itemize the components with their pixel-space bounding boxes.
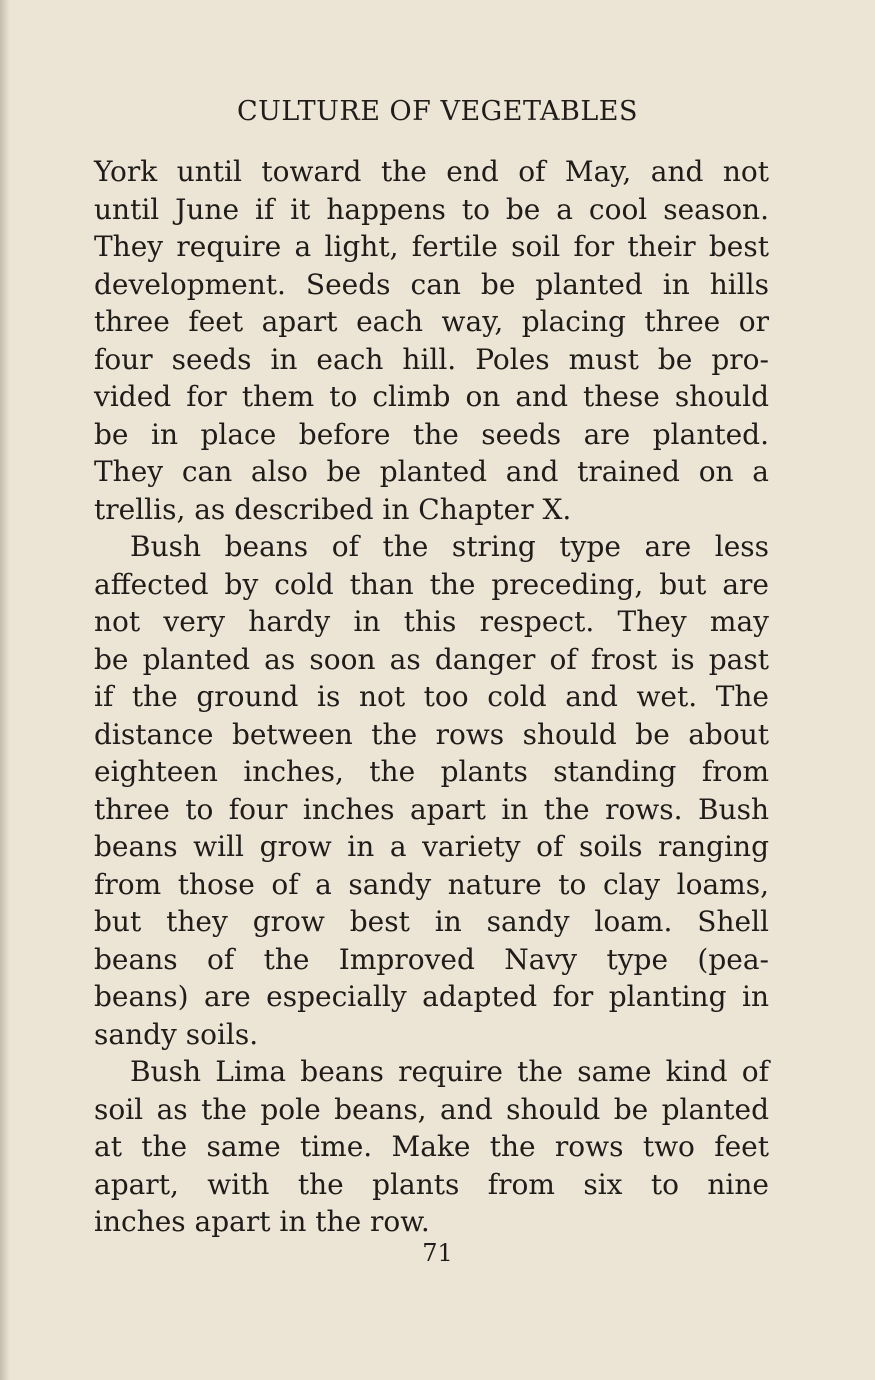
text-line: but they grow best in sandy loam. Shell — [94, 905, 769, 938]
text-line: be in place before the seeds are planted. — [94, 417, 769, 451]
text-line: sandy soils. — [94, 1017, 259, 1051]
text-line: vided for them to climb on and these should — [94, 380, 769, 413]
text-line: soil as the pole beans, and should be planted — [94, 1092, 769, 1126]
text-line: until June if it happens to be a cool season. — [94, 192, 769, 226]
text-line: York until toward the end of May, and not — [94, 155, 769, 188]
text-line: Bush beans of the string type are less — [130, 530, 769, 563]
text-line: affected by cold than the preceding, but are — [94, 567, 769, 601]
text-line: from those of a sandy nature to clay loams, — [94, 867, 769, 901]
text-line: beans) are especially adapted for planting in — [94, 980, 769, 1013]
text-line: development. Seeds can be planted in hills — [94, 267, 769, 301]
spine-shadow — [0, 0, 10, 1380]
text-line: beans will grow in a variety of soils ranging — [94, 830, 769, 863]
text-line: apart, with the plants from six to nine — [94, 1167, 769, 1201]
text-line: not very hardy in this respect. They may — [94, 605, 769, 638]
text-line: trellis, as described in Chapter X. — [94, 492, 572, 526]
text-line: They can also be planted and trained on a — [94, 455, 769, 488]
text-line: three feet apart each way, placing three or — [94, 305, 769, 338]
text-line: if the ground is not too cold and wet. The — [94, 680, 769, 713]
running-head: CULTURE OF VEGETABLES — [237, 96, 638, 127]
text-line: They require a light, fertile soil for their best — [94, 230, 769, 263]
text-line: four seeds in each hill. Poles must be pro- — [94, 342, 769, 376]
text-line: three to four inches apart in the rows. Bush — [94, 792, 769, 826]
text-line: at the same time. Make the rows two feet — [94, 1130, 769, 1163]
body-text — [94, 153, 769, 1241]
text-line: be planted as soon as danger of frost is past — [94, 642, 769, 676]
text-line: eighteen inches, the plants standing from — [94, 755, 769, 788]
text-line: beans of the Improved Navy type (pea- — [94, 942, 769, 976]
text-line: inches apart in the row. — [94, 1205, 430, 1238]
page-number: 71 — [422, 1239, 453, 1267]
text-line: distance between the rows should be about — [94, 717, 769, 751]
text-line: Bush Lima beans require the same kind of — [130, 1055, 769, 1088]
